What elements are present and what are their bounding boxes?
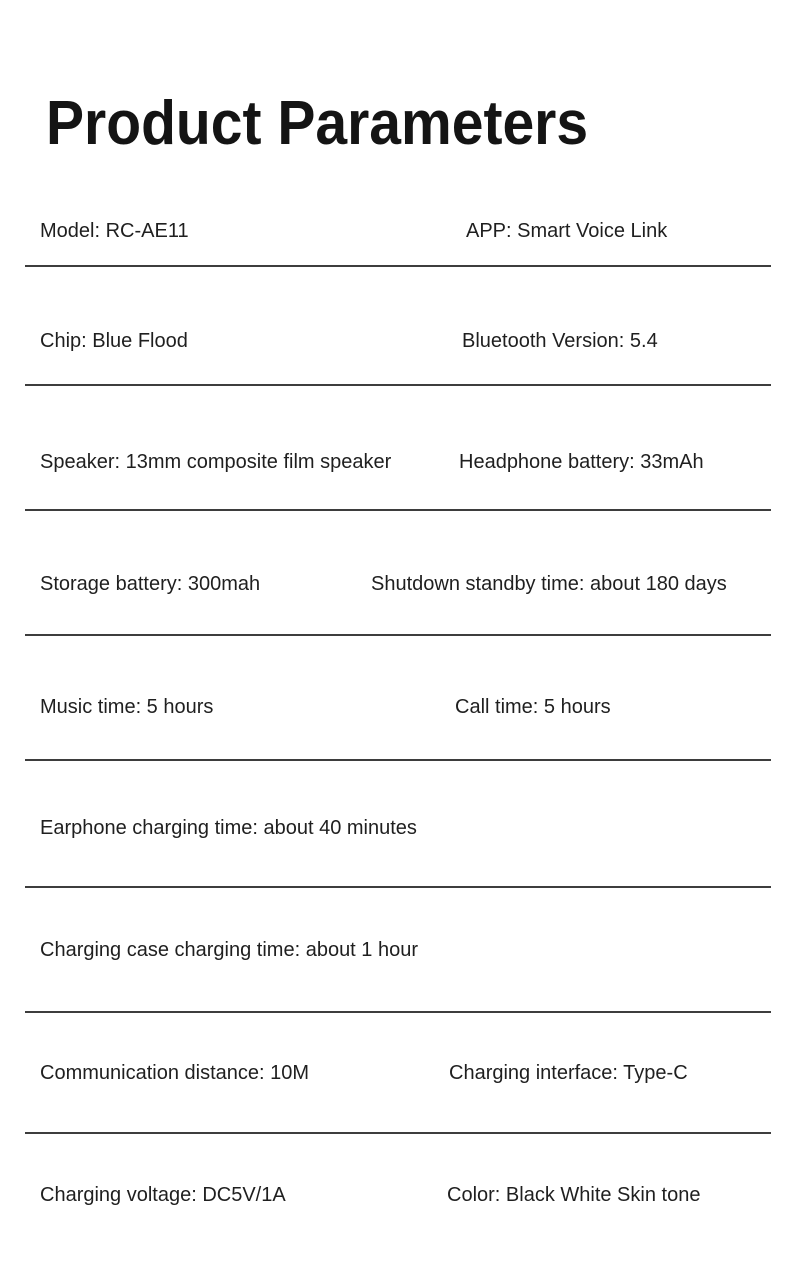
divider: [25, 886, 771, 888]
spec-color: Color: Black White Skin tone: [447, 1184, 701, 1206]
divider: [25, 384, 771, 386]
spec-bluetooth-version: Bluetooth Version: 5.4: [462, 330, 658, 352]
spec-call-time: Call time: 5 hours: [455, 696, 611, 718]
spec-music-time: Music time: 5 hours: [40, 696, 214, 718]
divider: [25, 1132, 771, 1134]
spec-app: APP: Smart Voice Link: [466, 220, 668, 242]
spec-communication-distance: Communication distance: 10M: [40, 1062, 310, 1084]
spec-storage-battery: Storage battery: 300mah: [40, 573, 261, 595]
divider: [25, 759, 771, 761]
spec-earphone-charging-time: Earphone charging time: about 40 minutes: [40, 817, 417, 839]
divider: [25, 265, 771, 267]
spec-speaker: Speaker: 13mm composite film speaker: [40, 451, 392, 473]
divider: [25, 1011, 771, 1013]
divider: [25, 634, 771, 636]
spec-model: Model: RC-AE11: [40, 220, 189, 242]
divider: [25, 509, 771, 511]
spec-chip: Chip: Blue Flood: [40, 330, 188, 352]
spec-headphone-battery: Headphone battery: 33mAh: [459, 451, 704, 473]
page-title: Product Parameters: [46, 89, 589, 158]
spec-charging-voltage: Charging voltage: DC5V/1A: [40, 1184, 286, 1206]
spec-charging-interface: Charging interface: Type-C: [449, 1062, 688, 1084]
spec-standby-time: Shutdown standby time: about 180 days: [371, 573, 727, 595]
spec-case-charging-time: Charging case charging time: about 1 hour: [40, 939, 419, 961]
